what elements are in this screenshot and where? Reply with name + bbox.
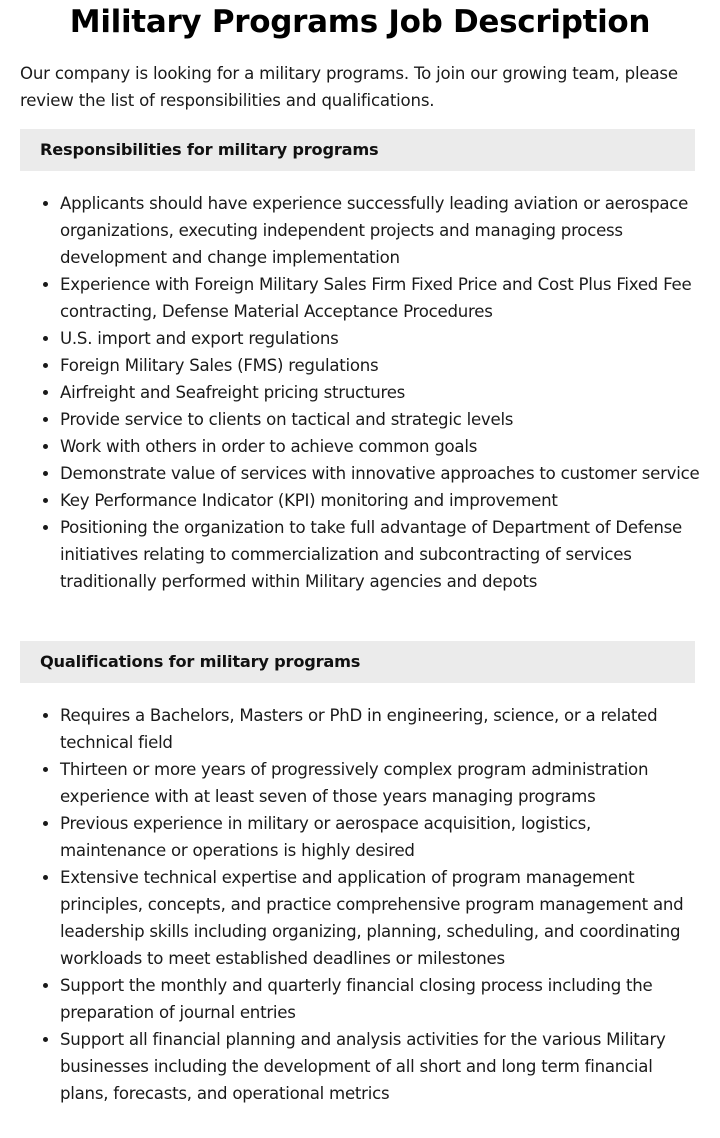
qualifications-heading: Qualifications for military programs <box>20 641 695 683</box>
responsibilities-heading: Responsibilities for military programs <box>20 129 695 171</box>
responsibility-item: • Positioning the organization to take full advantage of Department of Defense initiatives relating to commercialization and subcontracting of services traditionally performed within Military agencies and depots <box>60 514 700 595</box>
qualification-item: • Support the monthly and quarterly financial closing process including the preparation of journal entries <box>60 972 700 1026</box>
responsibility-item: • Provide service to clients on tactical and strategic levels <box>60 406 700 433</box>
qualification-item: • Extensive technical expertise and application of program management principles, concepts, and practice comprehensive program management and leadership skills including organizing, planning, scheduling, and coordinating workloads to meet established deadlines or milestones <box>60 864 700 972</box>
responsibility-item: • Key Performance Indicator (KPI) monitoring and improvement <box>60 487 700 514</box>
responsibility-item: • Demonstrate value of services with innovative approaches to customer service <box>60 460 700 487</box>
responsibilities-list <box>20 190 700 595</box>
responsibility-item: • Work with others in order to achieve common goals <box>60 433 700 460</box>
intro-paragraph: Our company is looking for a military programs. To join our growing team, please review the list of responsibilities and qualifications. <box>20 64 678 110</box>
qualification-item: • Previous experience in military or aerospace acquisition, logistics, maintenance or operations is highly desired <box>60 810 700 864</box>
qualifications-list <box>20 702 700 1107</box>
responsibility-item: • Applicants should have experience successfully leading aviation or aerospace organizations, executing independent projects and managing process development and change implementation <box>60 190 700 271</box>
qualification-item: • Requires a Bachelors, Masters or PhD in engineering, science, or a related technical field <box>60 702 700 756</box>
responsibility-item: • U.S. import and export regulations <box>60 325 700 352</box>
qualification-item: • Thirteen or more years of progressively complex program administration experience with at least seven of those years managing programs <box>60 756 700 810</box>
page-title: Military Programs Job Description <box>69 4 651 40</box>
responsibility-item: • Airfreight and Seafreight pricing structures <box>60 379 700 406</box>
responsibility-item: • Foreign Military Sales (FMS) regulations <box>60 352 700 379</box>
responsibility-item: • Experience with Foreign Military Sales Firm Fixed Price and Cost Plus Fixed Fee contracting, Defense Material Acceptance Procedures <box>60 271 700 325</box>
qualification-item: • Support all financial planning and analysis activities for the various Military businesses including the development of all short and long term financial plans, forecasts, and operational metrics <box>60 1026 700 1107</box>
